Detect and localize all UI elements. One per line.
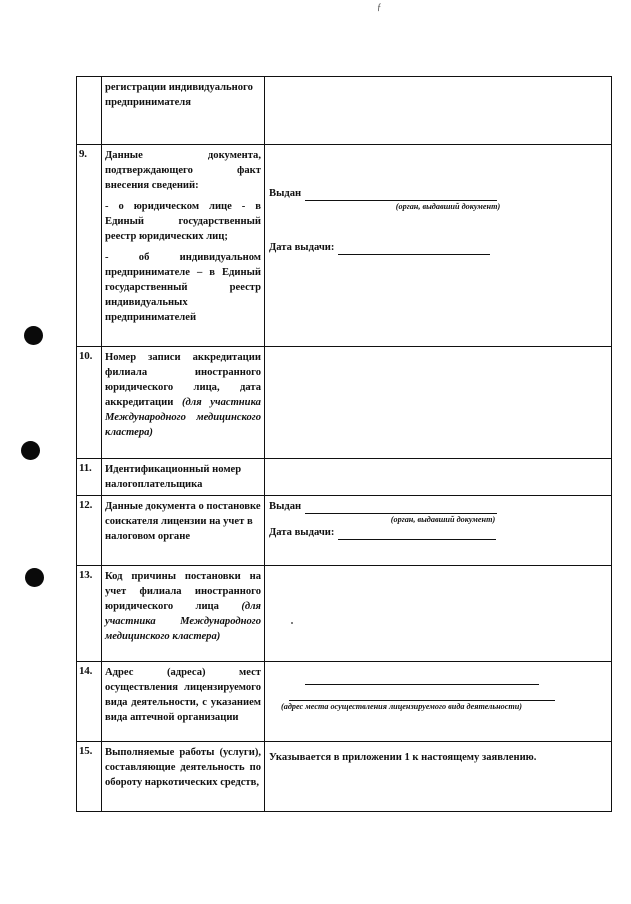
issued-by-line xyxy=(269,499,607,514)
row-description-text: - об индивидуальном предпринимателе – в Единый государственный реестр индивидуальных предпринимателей xyxy=(105,252,261,323)
row-description xyxy=(102,496,265,566)
issued-by-input[interactable] xyxy=(305,502,497,514)
form-row-9 xyxy=(77,145,612,347)
form-row-10 xyxy=(77,347,612,459)
row-value-field[interactable] xyxy=(265,347,612,459)
row-description-text: Выполняемые работы (услуги), составляющие деятельность по обороту наркотических средств, xyxy=(105,747,261,788)
issue-date-label: Дата выдачи: xyxy=(269,527,335,538)
row-number: 13. xyxy=(77,566,102,662)
row-value-field[interactable] xyxy=(265,77,612,145)
row-description-text: Адрес (адреса) мест осуществления лицензируемого вида деятельности, с указанием вида аптечной организации xyxy=(105,667,261,723)
row-description-text: Идентификационный номер налогоплательщика xyxy=(105,464,242,490)
issue-date-line xyxy=(269,240,607,255)
issued-by-caption: (орган, выдавший документ) xyxy=(390,515,496,524)
row-description-text: - о юридическом лице - в Единый государственный реестр юридических лиц; xyxy=(105,201,261,242)
issue-date-input[interactable] xyxy=(338,243,490,255)
row-description-text: Данные документа, подтверждающего факт внесения сведений: xyxy=(105,150,261,191)
row-description-text: регистрации индивидуального предпринимателя xyxy=(105,82,253,108)
row-description xyxy=(102,662,265,742)
row-value-field[interactable] xyxy=(265,566,612,662)
application-form-table xyxy=(76,76,612,812)
row-description-text: Код причины постановки на учет филиала иностранного юридического лица xyxy=(105,571,261,612)
issue-date-input[interactable] xyxy=(338,528,496,540)
row-number: 12. xyxy=(77,496,102,566)
issued-by-input[interactable] xyxy=(305,189,497,201)
row-description xyxy=(102,145,265,347)
address-caption: (адрес места осуществления лицензируемого вида деятельности) xyxy=(281,702,523,711)
punch-hole-mark xyxy=(25,568,44,587)
punch-hole-mark xyxy=(24,326,43,345)
issued-by-line xyxy=(269,186,607,201)
row-value-field xyxy=(265,496,612,566)
punch-hole-mark xyxy=(21,441,40,460)
issue-date-label: Дата выдачи: xyxy=(269,242,335,253)
page-corner-mark: ƒ xyxy=(377,2,382,12)
row-number xyxy=(77,77,102,145)
row-description xyxy=(102,347,265,459)
row-value-field xyxy=(265,742,612,812)
row-number: 15. xyxy=(77,742,102,812)
row-description xyxy=(102,566,265,662)
form-row-15 xyxy=(77,742,612,812)
row-number: 14. xyxy=(77,662,102,742)
row-description-note: (для участника Международного медицинского кластера) xyxy=(105,601,261,642)
row-number: 11. xyxy=(77,459,102,496)
form-row-continuation xyxy=(77,77,612,145)
issued-by-label: Выдан xyxy=(269,501,302,512)
row-value-field xyxy=(265,662,612,742)
row-description xyxy=(102,77,265,145)
row-description-text: Номер записи аккредитации филиала иностранного юридического лица, дата аккредитации xyxy=(105,352,261,408)
form-row-11 xyxy=(77,459,612,496)
row-description-note: (для участника Международного медицинского кластера) xyxy=(105,397,261,438)
issued-by-label: Выдан xyxy=(269,188,302,199)
row-number: 9. xyxy=(77,145,102,347)
form-row-13 xyxy=(77,566,612,662)
row-description-text: Данные документа о постановке соискателя лицензии на учет в налоговом органе xyxy=(105,501,261,542)
row-value-field[interactable] xyxy=(265,459,612,496)
row-value-field xyxy=(265,145,612,347)
row-description xyxy=(102,742,265,812)
row-description xyxy=(102,459,265,496)
issue-date-line xyxy=(269,525,607,540)
issued-by-caption: (орган, выдавший документ) xyxy=(395,202,501,211)
row-value-text: Указывается в приложении 1 к настоящему заявлению. xyxy=(269,752,537,763)
row-number: 10. xyxy=(77,347,102,459)
form-row-12 xyxy=(77,496,612,566)
form-row-14 xyxy=(77,662,612,742)
scan-speck xyxy=(291,622,293,624)
